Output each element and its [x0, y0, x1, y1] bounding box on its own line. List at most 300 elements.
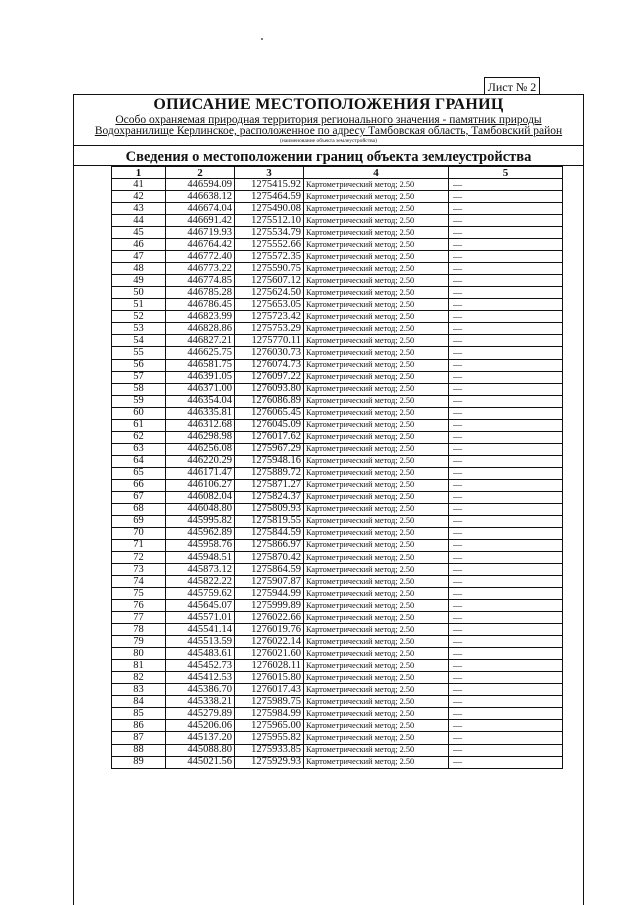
coordinate-x: 446719.93	[166, 227, 235, 239]
description-cell: —	[449, 275, 563, 287]
table-row	[112, 684, 563, 696]
coordinate-x: 446371.00	[166, 383, 235, 395]
determination-method: Картометрический метод; 2.50	[304, 419, 449, 431]
column-header: 3	[235, 167, 304, 179]
description-cell: —	[449, 600, 563, 612]
table-row	[112, 251, 563, 263]
point-number: 87	[112, 732, 166, 744]
table-header-row	[112, 167, 563, 179]
point-number: 42	[112, 191, 166, 203]
point-number: 82	[112, 672, 166, 684]
coordinate-x: 445021.56	[166, 756, 235, 768]
description-cell: —	[449, 527, 563, 539]
coordinate-y: 1275590.75	[235, 263, 304, 275]
coordinate-y: 1275967.29	[235, 443, 304, 455]
coordinate-x: 445995.82	[166, 515, 235, 527]
point-number: 86	[112, 720, 166, 732]
coordinate-y: 1275753.29	[235, 323, 304, 335]
point-number: 66	[112, 479, 166, 491]
boundary-points-table	[111, 166, 563, 769]
coordinate-y: 1276022.14	[235, 636, 304, 648]
description-cell: —	[449, 552, 563, 564]
description-cell: —	[449, 359, 563, 371]
description-cell: —	[449, 648, 563, 660]
point-number: 47	[112, 251, 166, 263]
coordinate-y: 1275809.93	[235, 503, 304, 515]
coordinate-x: 445541.14	[166, 624, 235, 636]
coordinate-x: 445962.89	[166, 527, 235, 539]
coordinate-y: 1276045.09	[235, 419, 304, 431]
coordinate-y: 1276065.45	[235, 407, 304, 419]
determination-method: Картометрический метод; 2.50	[304, 744, 449, 756]
coordinate-y: 1275607.12	[235, 275, 304, 287]
coordinate-y: 1275864.59	[235, 564, 304, 576]
determination-method: Картометрический метод; 2.50	[304, 576, 449, 588]
point-number: 80	[112, 648, 166, 660]
description-cell: —	[449, 660, 563, 672]
description-cell: —	[449, 311, 563, 323]
point-number: 70	[112, 527, 166, 539]
description-cell: —	[449, 419, 563, 431]
coordinate-x: 445412.53	[166, 672, 235, 684]
determination-method: Картометрический метод; 2.50	[304, 407, 449, 419]
coordinate-y: 1275512.10	[235, 215, 304, 227]
determination-method: Картометрический метод; 2.50	[304, 431, 449, 443]
point-number: 74	[112, 576, 166, 588]
table-row	[112, 552, 563, 564]
coordinate-x: 446827.21	[166, 335, 235, 347]
coordinate-x: 445137.20	[166, 732, 235, 744]
determination-method: Картометрический метод; 2.50	[304, 684, 449, 696]
point-number: 51	[112, 299, 166, 311]
coordinate-x: 445279.89	[166, 708, 235, 720]
determination-method: Картометрический метод; 2.50	[304, 491, 449, 503]
page-title: ОПИСАНИЕ МЕСТОПОЛОЖЕНИЯ ГРАНИЦ	[153, 96, 504, 113]
column-header: 1	[112, 167, 166, 179]
coordinate-x: 446581.75	[166, 359, 235, 371]
determination-method: Картометрический метод; 2.50	[304, 539, 449, 551]
coordinate-x: 446594.09	[166, 179, 235, 191]
coordinate-y: 1275948.16	[235, 455, 304, 467]
table-row	[112, 239, 563, 251]
description-cell: —	[449, 323, 563, 335]
coordinate-x: 446823.99	[166, 311, 235, 323]
determination-method: Картометрический метод; 2.50	[304, 612, 449, 624]
table-row	[112, 672, 563, 684]
determination-method: Картометрический метод; 2.50	[304, 756, 449, 768]
table-row	[112, 539, 563, 551]
table-row	[112, 491, 563, 503]
coordinate-y: 1275999.89	[235, 600, 304, 612]
point-number: 60	[112, 407, 166, 419]
coordinate-y: 1276015.80	[235, 672, 304, 684]
point-number: 58	[112, 383, 166, 395]
coordinate-x: 446774.85	[166, 275, 235, 287]
description-cell: —	[449, 443, 563, 455]
table-row	[112, 720, 563, 732]
determination-method: Картометрический метод; 2.50	[304, 455, 449, 467]
determination-method: Картометрический метод; 2.50	[304, 672, 449, 684]
description-cell: —	[449, 407, 563, 419]
coordinate-y: 1275944.99	[235, 588, 304, 600]
description-cell: —	[449, 347, 563, 359]
determination-method: Картометрический метод; 2.50	[304, 527, 449, 539]
coordinate-y: 1275989.75	[235, 696, 304, 708]
description-cell: —	[449, 395, 563, 407]
coordinate-x: 445513.59	[166, 636, 235, 648]
table-row	[112, 503, 563, 515]
description-cell: —	[449, 744, 563, 756]
object-caption-note: (наименование объекта землеустройства)	[280, 138, 377, 144]
coordinate-x: 446625.75	[166, 347, 235, 359]
coordinate-y: 1276021.60	[235, 648, 304, 660]
table-row	[112, 564, 563, 576]
determination-method: Картометрический метод; 2.50	[304, 720, 449, 732]
determination-method: Картометрический метод; 2.50	[304, 732, 449, 744]
point-number: 73	[112, 564, 166, 576]
coordinate-x: 445948.51	[166, 552, 235, 564]
coordinate-y: 1276017.62	[235, 431, 304, 443]
table-row	[112, 732, 563, 744]
table-row	[112, 527, 563, 539]
coordinate-y: 1275572.35	[235, 251, 304, 263]
point-number: 43	[112, 203, 166, 215]
determination-method: Картометрический метод; 2.50	[304, 287, 449, 299]
coordinate-y: 1276086.89	[235, 395, 304, 407]
coordinate-x: 446638.12	[166, 191, 235, 203]
coordinate-y: 1275965.00	[235, 720, 304, 732]
coordinate-x: 445483.61	[166, 648, 235, 660]
point-number: 88	[112, 744, 166, 756]
table-row	[112, 383, 563, 395]
coordinate-y: 1276074.73	[235, 359, 304, 371]
point-number: 67	[112, 491, 166, 503]
coordinate-x: 445338.21	[166, 696, 235, 708]
description-cell: —	[449, 179, 563, 191]
point-number: 44	[112, 215, 166, 227]
point-number: 72	[112, 552, 166, 564]
coordinate-y: 1275415.92	[235, 179, 304, 191]
coordinate-x: 446256.08	[166, 443, 235, 455]
determination-method: Картометрический метод; 2.50	[304, 600, 449, 612]
description-cell: —	[449, 588, 563, 600]
column-header: 5	[449, 167, 563, 179]
point-number: 77	[112, 612, 166, 624]
point-number: 63	[112, 443, 166, 455]
table-row	[112, 419, 563, 431]
coordinate-y: 1275490.08	[235, 203, 304, 215]
point-number: 62	[112, 431, 166, 443]
determination-method: Картометрический метод; 2.50	[304, 552, 449, 564]
coordinate-x: 445206.06	[166, 720, 235, 732]
coordinate-y: 1275824.37	[235, 491, 304, 503]
table-row	[112, 179, 563, 191]
table-row	[112, 600, 563, 612]
determination-method: Картометрический метод; 2.50	[304, 515, 449, 527]
coordinate-x: 446335.81	[166, 407, 235, 419]
determination-method: Картометрический метод; 2.50	[304, 636, 449, 648]
description-cell: —	[449, 503, 563, 515]
determination-method: Картометрический метод; 2.50	[304, 251, 449, 263]
table-row	[112, 191, 563, 203]
point-number: 84	[112, 696, 166, 708]
table-row	[112, 407, 563, 419]
table-row	[112, 612, 563, 624]
table-row	[112, 359, 563, 371]
coordinate-y: 1275929.93	[235, 756, 304, 768]
point-number: 50	[112, 287, 166, 299]
description-cell: —	[449, 191, 563, 203]
determination-method: Картометрический метод; 2.50	[304, 708, 449, 720]
determination-method: Картометрический метод; 2.50	[304, 696, 449, 708]
table-row	[112, 287, 563, 299]
determination-method: Картометрический метод; 2.50	[304, 215, 449, 227]
point-number: 41	[112, 179, 166, 191]
table-row	[112, 299, 563, 311]
description-cell: —	[449, 491, 563, 503]
coordinate-x: 445822.22	[166, 576, 235, 588]
coordinate-x: 446786.45	[166, 299, 235, 311]
coordinate-y: 1276028.11	[235, 660, 304, 672]
determination-method: Картометрический метод; 2.50	[304, 479, 449, 491]
determination-method: Картометрический метод; 2.50	[304, 179, 449, 191]
coordinate-y: 1275844.59	[235, 527, 304, 539]
determination-method: Картометрический метод; 2.50	[304, 299, 449, 311]
point-number: 53	[112, 323, 166, 335]
table-row	[112, 263, 563, 275]
table-row	[112, 756, 563, 768]
table-row	[112, 335, 563, 347]
point-number: 69	[112, 515, 166, 527]
coordinate-x: 446828.86	[166, 323, 235, 335]
table-row	[112, 431, 563, 443]
description-cell: —	[449, 239, 563, 251]
determination-method: Картометрический метод; 2.50	[304, 371, 449, 383]
coordinate-y: 1276017.43	[235, 684, 304, 696]
description-cell: —	[449, 684, 563, 696]
determination-method: Картометрический метод; 2.50	[304, 311, 449, 323]
table-row	[112, 576, 563, 588]
coordinate-x: 446298.98	[166, 431, 235, 443]
description-cell: —	[449, 299, 563, 311]
coordinate-y: 1275907.87	[235, 576, 304, 588]
determination-method: Картометрический метод; 2.50	[304, 660, 449, 672]
table-row	[112, 648, 563, 660]
coordinate-x: 446220.29	[166, 455, 235, 467]
description-cell: —	[449, 215, 563, 227]
coordinate-y: 1276022.66	[235, 612, 304, 624]
coordinate-y: 1275464.59	[235, 191, 304, 203]
point-number: 76	[112, 600, 166, 612]
description-cell: —	[449, 455, 563, 467]
description-cell: —	[449, 708, 563, 720]
coordinate-x: 446082.04	[166, 491, 235, 503]
determination-method: Картометрический метод; 2.50	[304, 564, 449, 576]
determination-method: Картометрический метод; 2.50	[304, 275, 449, 287]
determination-method: Картометрический метод; 2.50	[304, 383, 449, 395]
coordinate-y: 1276030.73	[235, 347, 304, 359]
description-cell: —	[449, 624, 563, 636]
coordinate-x: 445386.70	[166, 684, 235, 696]
coordinate-y: 1276097.22	[235, 371, 304, 383]
coordinate-x: 446391.05	[166, 371, 235, 383]
description-cell: —	[449, 263, 563, 275]
coordinate-x: 446772.40	[166, 251, 235, 263]
description-cell: —	[449, 564, 563, 576]
coordinate-y: 1275955.82	[235, 732, 304, 744]
coordinate-y: 1275871.27	[235, 479, 304, 491]
point-number: 59	[112, 395, 166, 407]
coordinate-x: 446312.68	[166, 419, 235, 431]
point-number: 56	[112, 359, 166, 371]
coordinate-y: 1275819.55	[235, 515, 304, 527]
coordinate-y: 1275534.79	[235, 227, 304, 239]
description-cell: —	[449, 335, 563, 347]
object-description-line1: Особо охраняемая природная территория регионального значения - памятник природы	[115, 114, 542, 126]
coordinate-x: 445452.73	[166, 660, 235, 672]
table-row	[112, 347, 563, 359]
section-title: Сведения о местоположении границ объекта землеустройства	[125, 149, 532, 165]
table-row	[112, 323, 563, 335]
determination-method: Картометрический метод; 2.50	[304, 648, 449, 660]
coordinate-x: 446048.80	[166, 503, 235, 515]
table-row	[112, 395, 563, 407]
table-row	[112, 275, 563, 287]
table-row	[112, 636, 563, 648]
determination-method: Картометрический метод; 2.50	[304, 467, 449, 479]
point-number: 78	[112, 624, 166, 636]
header-divider	[73, 145, 584, 146]
determination-method: Картометрический метод; 2.50	[304, 347, 449, 359]
determination-method: Картометрический метод; 2.50	[304, 203, 449, 215]
point-number: 81	[112, 660, 166, 672]
sheet-number-label: Лист № 2	[487, 80, 537, 94]
description-cell: —	[449, 431, 563, 443]
description-cell: —	[449, 371, 563, 383]
description-cell: —	[449, 287, 563, 299]
coordinate-x: 445645.07	[166, 600, 235, 612]
table-row	[112, 660, 563, 672]
table-row	[112, 371, 563, 383]
sheet-number-box	[484, 77, 540, 95]
coordinate-x: 446674.04	[166, 203, 235, 215]
coordinate-y: 1275870.42	[235, 552, 304, 564]
point-number: 64	[112, 455, 166, 467]
table-row	[112, 624, 563, 636]
point-number: 85	[112, 708, 166, 720]
determination-method: Картометрический метод; 2.50	[304, 227, 449, 239]
coordinate-x: 446354.04	[166, 395, 235, 407]
coordinate-y: 1275723.42	[235, 311, 304, 323]
determination-method: Картометрический метод; 2.50	[304, 443, 449, 455]
table-row	[112, 744, 563, 756]
description-cell: —	[449, 732, 563, 744]
table-row	[112, 443, 563, 455]
coordinate-y: 1275933.85	[235, 744, 304, 756]
table-row	[112, 215, 563, 227]
determination-method: Картометрический метод; 2.50	[304, 503, 449, 515]
determination-method: Картометрический метод; 2.50	[304, 239, 449, 251]
column-header: 4	[304, 167, 449, 179]
coordinate-y: 1275624.50	[235, 287, 304, 299]
description-cell: —	[449, 479, 563, 491]
description-cell: —	[449, 672, 563, 684]
determination-method: Картометрический метод; 2.50	[304, 263, 449, 275]
coordinate-x: 446106.27	[166, 479, 235, 491]
coordinate-x: 446773.22	[166, 263, 235, 275]
table-row	[112, 311, 563, 323]
point-number: 79	[112, 636, 166, 648]
coordinate-x: 446691.42	[166, 215, 235, 227]
column-header: 2	[166, 167, 235, 179]
description-cell: —	[449, 696, 563, 708]
coordinate-x: 446171.47	[166, 467, 235, 479]
description-cell: —	[449, 720, 563, 732]
description-cell: —	[449, 756, 563, 768]
determination-method: Картометрический метод; 2.50	[304, 624, 449, 636]
description-cell: —	[449, 636, 563, 648]
speck	[261, 38, 263, 40]
description-cell: —	[449, 251, 563, 263]
table-row	[112, 467, 563, 479]
coordinate-x: 446785.28	[166, 287, 235, 299]
determination-method: Картометрический метод; 2.50	[304, 395, 449, 407]
determination-method: Картометрический метод; 2.50	[304, 335, 449, 347]
coordinate-x: 445571.01	[166, 612, 235, 624]
coordinate-x: 445958.76	[166, 539, 235, 551]
coordinate-x: 446764.42	[166, 239, 235, 251]
point-number: 54	[112, 335, 166, 347]
point-number: 48	[112, 263, 166, 275]
point-number: 46	[112, 239, 166, 251]
determination-method: Картометрический метод; 2.50	[304, 191, 449, 203]
coordinate-y: 1275653.05	[235, 299, 304, 311]
description-cell: —	[449, 515, 563, 527]
object-description-line2: Водохранилище Керлинское, расположенное по адресу Тамбовская область, Тамбовский район	[94, 125, 563, 137]
coordinate-y: 1276093.80	[235, 383, 304, 395]
table-row	[112, 515, 563, 527]
coordinate-y: 1275770.11	[235, 335, 304, 347]
description-cell: —	[449, 612, 563, 624]
description-cell: —	[449, 383, 563, 395]
description-cell: —	[449, 203, 563, 215]
point-number: 55	[112, 347, 166, 359]
description-cell: —	[449, 539, 563, 551]
coordinate-x: 445759.62	[166, 588, 235, 600]
description-cell: —	[449, 576, 563, 588]
table-row	[112, 588, 563, 600]
coordinate-y: 1275984.99	[235, 708, 304, 720]
table-row	[112, 227, 563, 239]
table-row	[112, 696, 563, 708]
determination-method: Картометрический метод; 2.50	[304, 588, 449, 600]
table-row	[112, 479, 563, 491]
coordinate-y: 1275552.66	[235, 239, 304, 251]
coordinate-y: 1276019.76	[235, 624, 304, 636]
determination-method: Картометрический метод; 2.50	[304, 359, 449, 371]
determination-method: Картометрический метод; 2.50	[304, 323, 449, 335]
description-cell: —	[449, 467, 563, 479]
table-row	[112, 708, 563, 720]
point-number: 61	[112, 419, 166, 431]
point-number: 68	[112, 503, 166, 515]
table-row	[112, 203, 563, 215]
point-number: 52	[112, 311, 166, 323]
point-number: 49	[112, 275, 166, 287]
coordinate-y: 1275866.97	[235, 539, 304, 551]
point-number: 71	[112, 539, 166, 551]
point-number: 75	[112, 588, 166, 600]
